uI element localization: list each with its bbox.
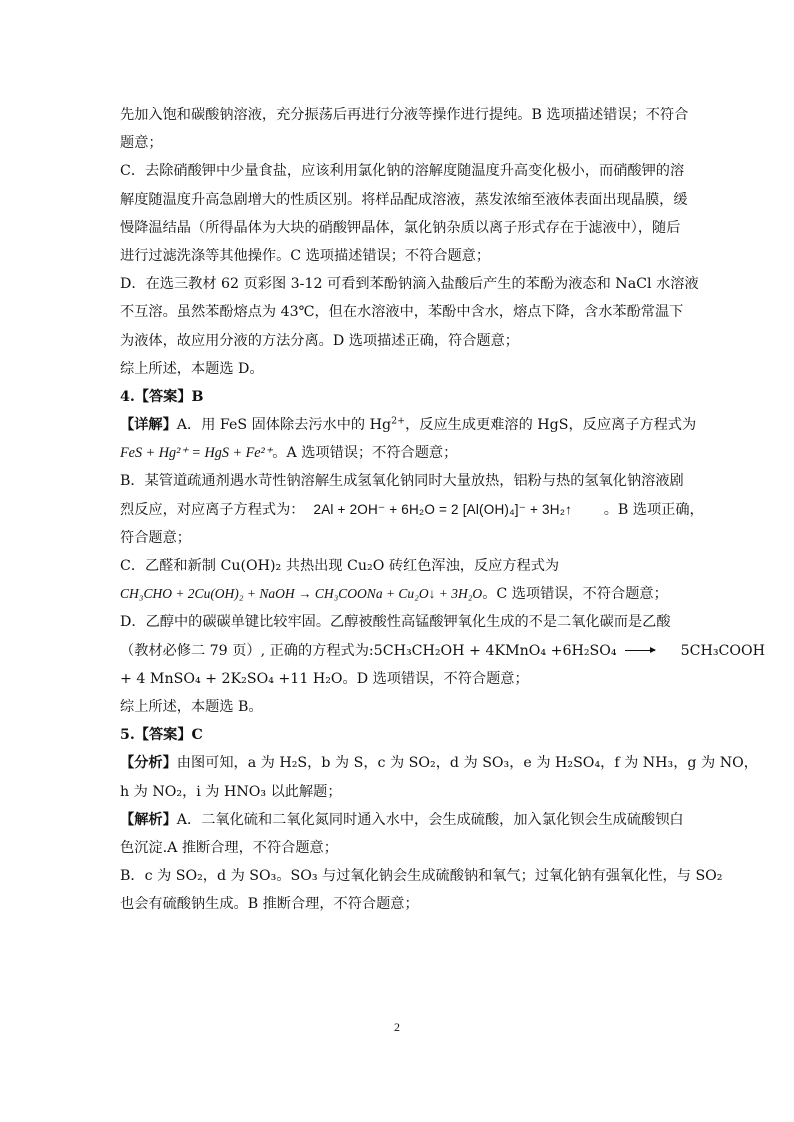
q4-detail-line: 【详解】A．用 FeS 固体除去污水中的 $Hg^{2+}$，反应生成更难溶的 HgS，反应离子方程式为 bbox=[120, 415, 697, 434]
q4-equation-line-2 bbox=[120, 496, 704, 524]
answer-text bbox=[120, 101, 766, 918]
text-line: 色沉淀.A 推断合理，不符合题意； bbox=[120, 839, 338, 856]
q4-eq3-tail: 。C 选项错误，不符合题意； bbox=[482, 586, 668, 603]
q4-equation-line-1 bbox=[120, 439, 680, 467]
text-line: 进行过滤洗涤等其他操作。C 选项描述错误；不符合题意； bbox=[120, 247, 491, 264]
q4-d2-post: 5CH₃COOH bbox=[680, 642, 766, 659]
q5-analysis-text: 由图可知，a 为 H₂S，b 为 S，c 为 SO₂，d 为 SO₃，e 为 H₂SO₄，f 为 NH₃，g 为 NO， bbox=[176, 755, 758, 772]
text-line: 解度随温度升高急剧增大的性质区别。将样品配成溶液，蒸发浓缩至液体表面出现晶膜，缓 bbox=[120, 191, 688, 208]
equation-ch3cho: CH₃CHO + 2Cu(OH)₂ + NaOH → CH₃COONa + Cu₂O↓ + 3H₂O bbox=[120, 586, 483, 602]
q5-option-a-text: A．二氧化硫和二氧化氮同时通入水中，会生成硫酸，加入氯化钡会生成硫酸钡白 bbox=[176, 811, 684, 828]
text-line: 题意； bbox=[120, 135, 163, 152]
equation-feS-hg: FeS + Hg²⁺ = HgS + Fe²⁺ bbox=[120, 445, 273, 462]
q5-analysis-label: 【分析】 bbox=[120, 755, 177, 772]
reaction-arrow-icon bbox=[625, 650, 655, 651]
q5-answer-header: 5.【答案】C bbox=[120, 727, 203, 744]
equation-al-oh: 2Al + 2OH⁻ + 6H₂O = 2 [Al(OH)₄]⁻ + 3H₂↑ bbox=[313, 501, 573, 517]
q4-equation-line-3 bbox=[120, 580, 680, 608]
q5-parse-label: 【解析】 bbox=[120, 811, 177, 828]
text-line: 综上所述，本题选 D。 bbox=[120, 360, 264, 377]
q4-b2-pre: 烈反应，对应离子方程式为： bbox=[120, 501, 305, 518]
text-line: B．c 为 SO₂，d 为 SO₃。SO₃ 与过氧化钠会生成硫酸钠和氧气；过氧化钠有强氧化性，与 SO₂ bbox=[120, 868, 723, 885]
q4-d2-pre: （教材必修二 79 页）, 正确的方程式为:5CH₃CH₂OH + 4KMnO₄ +6H₂SO₄ bbox=[120, 642, 617, 659]
q4-detail-label: 【详解】 bbox=[120, 417, 177, 434]
text-line: 符合题意； bbox=[120, 529, 191, 546]
text-line: 不互溶。虽然苯酚熔点为 43℃，但在水溶液中，苯酚中含水，熔点下降，含水苯酚常温下 bbox=[120, 304, 684, 321]
page-number: 2 bbox=[394, 1020, 400, 1034]
text-line: 也会有硫酸钠生成。B 推断合理，不符合题意； bbox=[120, 896, 419, 913]
text-line: 慢降温结晶（所得晶体为大块的硝酸钾晶体，氯化钠杂质以离子形式存在于滤液中），随后 bbox=[120, 219, 681, 236]
text-line: 综上所述，本题选 B。 bbox=[120, 698, 263, 715]
q4-b2-post: 。B 选项正确， bbox=[603, 501, 704, 518]
q4-eq1-tail: 。A 选项错误；不符合题意； bbox=[272, 445, 458, 462]
text-line: 为液体，故应用分液的方法分离。D 选项描述正确，符合题意； bbox=[120, 332, 519, 349]
text-line: C．去除硝酸钾中少量食盐，应该利用氯化钠的溶解度随温度升高变化极小，而硝酸钾的溶 bbox=[120, 163, 685, 180]
text-line: D．在选三教材 62 页彩图 3-12 可看到苯酚钠滴入盐酸后产生的苯酚为液态和 NaCl 水溶液 bbox=[120, 276, 699, 293]
q4-option-a-tail: ，反应生成更难溶的 HgS，反应离子方程式为 bbox=[405, 417, 697, 434]
text-line: D．乙醇中的碳碳单键比较牢固。乙醇被酸性高锰酸钾氧化生成的不是二氧化碳而是乙酸 bbox=[120, 614, 671, 631]
q4-option-a-text: A．用 FeS 固体除去污水中的 Hg bbox=[176, 417, 392, 434]
text-line: C．乙醛和新制 Cu(OH)₂ 共热出现 Cu₂O 砖红色浑浊，反应方程式为 bbox=[120, 558, 560, 574]
text-line: B．某管道疏通剂遇水苛性钠溶解生成氢氧化钠同时大量放热，铝粉与热的氢氧化钠溶液剧 bbox=[120, 473, 684, 490]
text-line: + 4 MnSO₄ + 2K₂SO₄ +11 H₂O。D 选项错误，不符合题意； bbox=[120, 670, 529, 687]
text-line: h 为 NO₂，i 为 HNO₃ 以此解题； bbox=[120, 783, 342, 800]
q5-analysis-line bbox=[120, 749, 758, 777]
q5-parse-line bbox=[120, 806, 684, 834]
q4-answer-header: 4.【答案】B bbox=[120, 388, 204, 405]
text-line: 先加入饱和碳酸钠溶液，充分振荡后再进行分液等操作进行提纯。B 选项描述错误；不符合 bbox=[120, 107, 689, 123]
q4-equation-line-4 bbox=[120, 637, 766, 665]
